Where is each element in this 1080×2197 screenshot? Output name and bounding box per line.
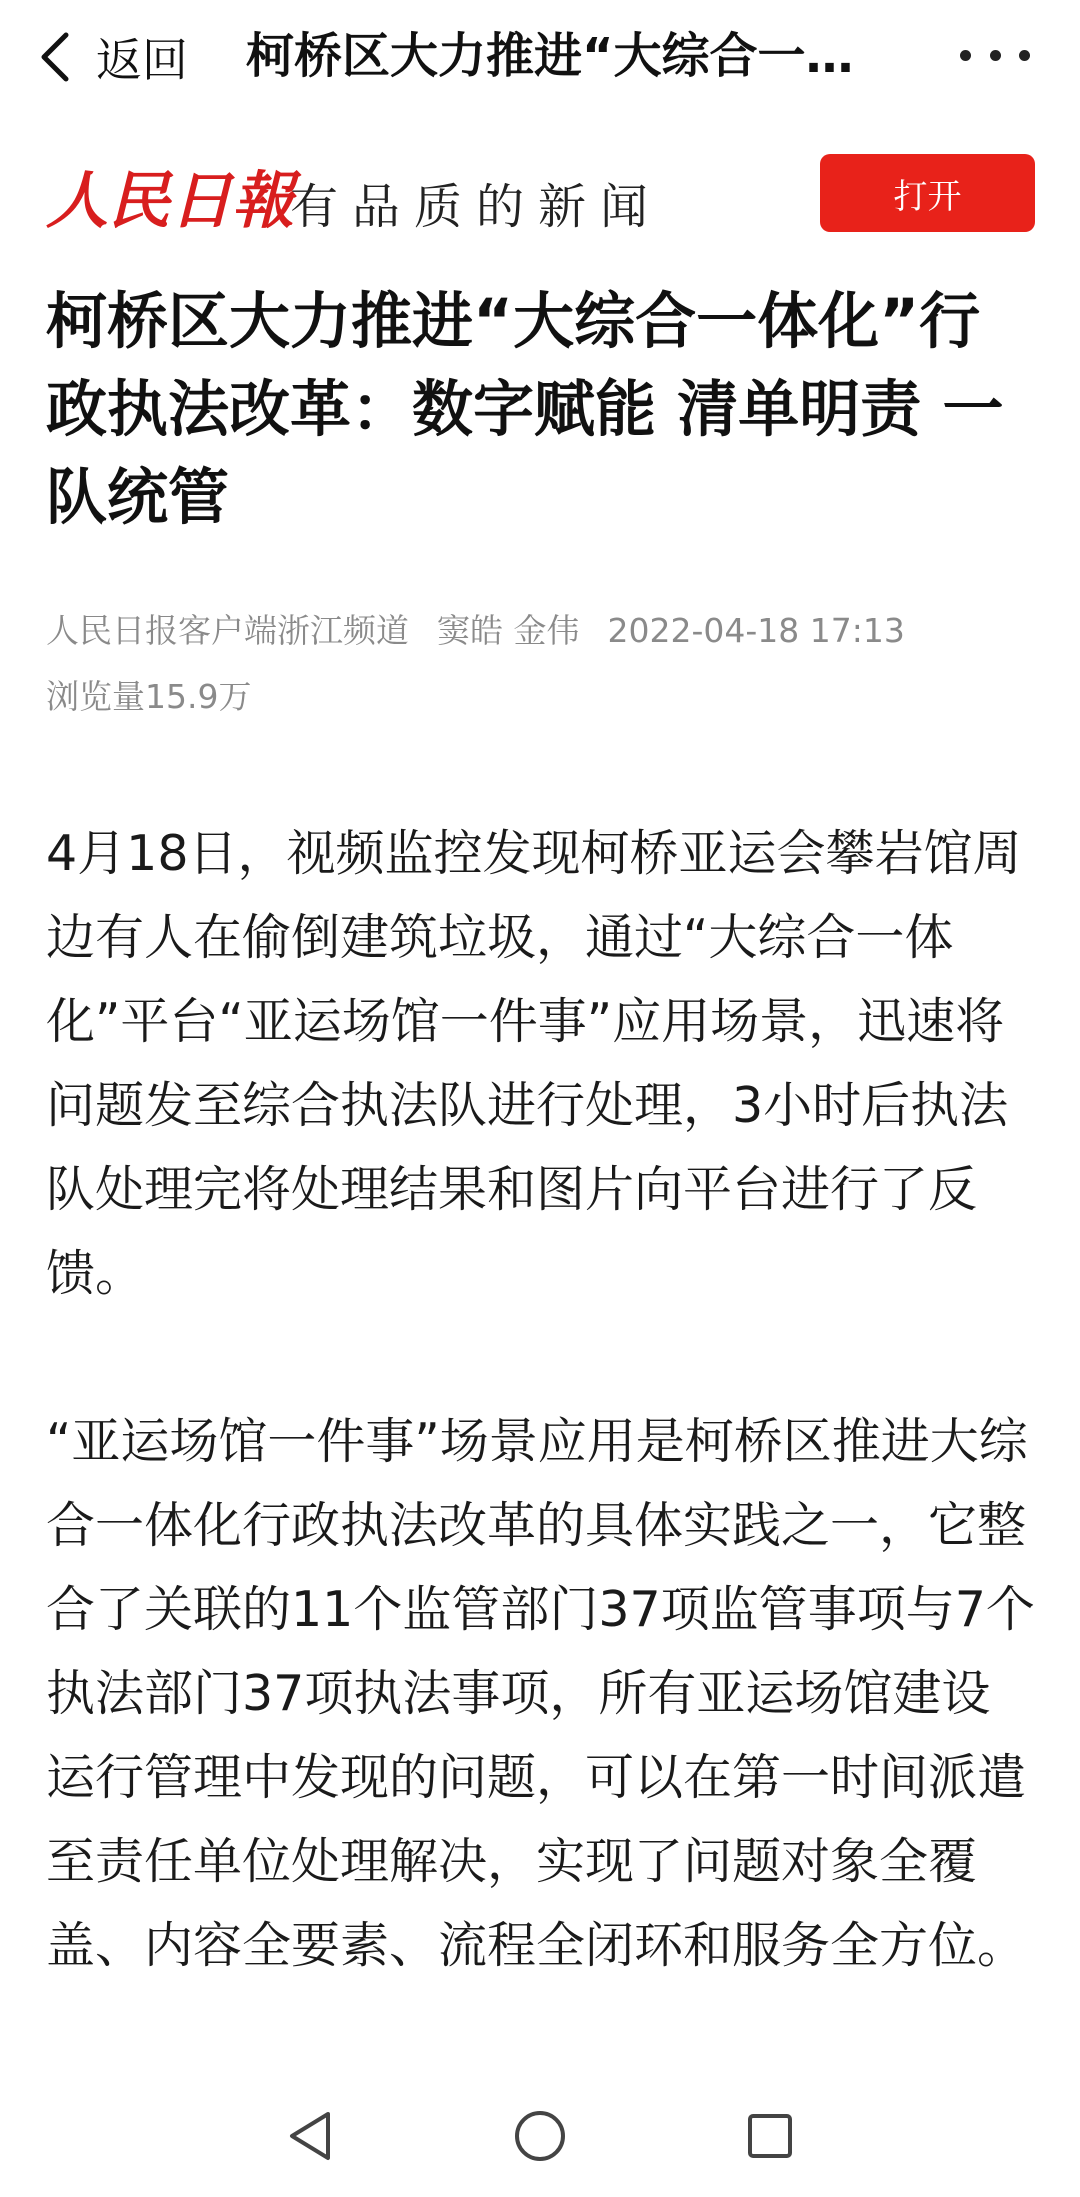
- article-paragraph: 4月18日，视频监控发现柯桥亚运会攀岩馆周边有人在偷倒建筑垃圾，通过“大综合一体化”平台“亚运场馆一件事”应用场景，迅速将问题发至综合执法队进行处理，3小时后执法队处理完将处理结果和图片向平台进行了反馈。: [46, 825, 1022, 1302]
- back-label: 返回: [96, 33, 188, 87]
- back-button[interactable]: [36, 22, 188, 92]
- article-source: 人民日报客户端浙江频道: [46, 611, 409, 650]
- more-options-button[interactable]: [960, 30, 1030, 80]
- svg-text:人民日報: 人民日報: [46, 164, 295, 237]
- article-paragraph: “亚运场馆一件事”场景应用是柯桥区推进大综合一体化行政执法改革的具体实践之一，它整合了关联的11个监管部门37项监管事项与7个执法部门37项执法事项，所有亚运场馆建设运行管理中发现的问题，可以在第一时间派遣至责任单位处理解决，实现了问题对象全覆盖、内容全要素、流程全闭环和服务全方位。: [46, 1413, 1035, 1974]
- recents-square-icon: [746, 2112, 794, 2160]
- more-dot-icon: [990, 50, 1001, 61]
- brand-bar: [0, 150, 1080, 240]
- back-triangle-icon: [286, 2110, 334, 2162]
- chevron-left-icon: [36, 29, 76, 85]
- system-navigation-bar: [0, 2075, 1080, 2197]
- brand-slogan: 有品质的新闻: [290, 179, 663, 235]
- article-body: [46, 812, 1036, 2072]
- more-dot-icon: [1019, 50, 1030, 61]
- more-dot-icon: [960, 50, 971, 61]
- open-app-button[interactable]: 打开: [820, 154, 1035, 232]
- article-datetime: 2022-04-18 17:13: [607, 611, 905, 650]
- article-headline: 柯桥区大力推进“大综合一体化”行政执法改革：数字赋能 清单明责 一队统管: [46, 286, 1004, 533]
- system-recents-button[interactable]: [710, 2075, 830, 2197]
- people-daily-logo: [46, 160, 295, 240]
- article-views: 浏览量15.9万: [46, 677, 252, 716]
- page-title: 柯桥区大力推进“大综合一…: [246, 28, 854, 84]
- article-authors: 窦皓 金伟: [437, 611, 580, 650]
- system-back-button[interactable]: [250, 2075, 370, 2197]
- top-bar: [0, 0, 1080, 112]
- system-home-button[interactable]: [480, 2075, 600, 2197]
- article-meta: [46, 598, 1046, 730]
- home-circle-icon: [513, 2109, 567, 2163]
